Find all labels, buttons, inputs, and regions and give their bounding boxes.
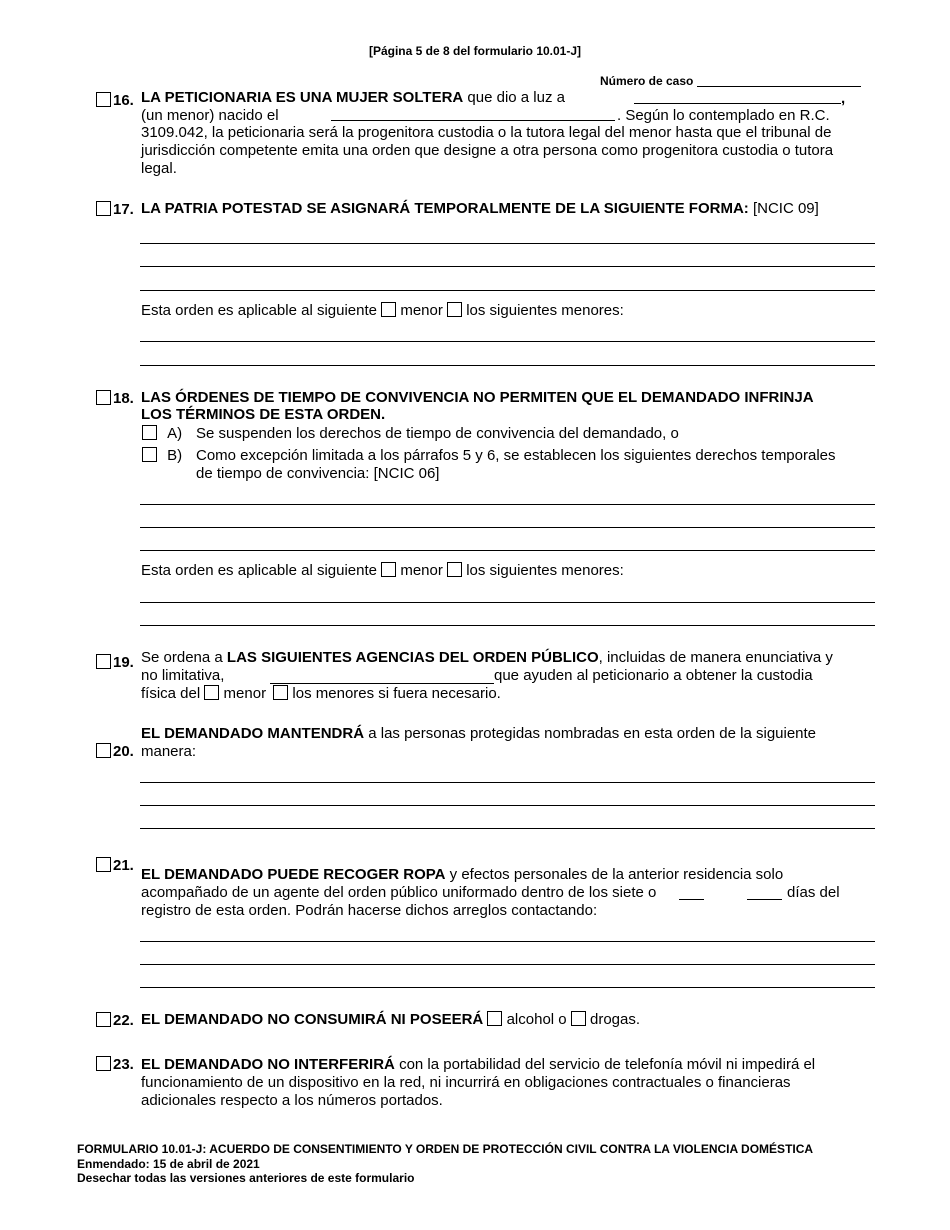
item-19-agency-field[interactable] [270,667,494,684]
item-18-one-child-label: menor [400,562,443,579]
item-16-checkbox[interactable] [96,92,111,107]
item-17-children-line-2[interactable] [140,365,875,366]
item-18-children-line-2[interactable] [140,625,875,626]
item-17-one-child-label: menor [400,302,443,319]
item-23-text: con la portabilidad del servicio de telefonía móvil ni impedirá el [394,1056,816,1073]
item-16-title: LA PETICIONARIA ES UNA MUJER SOLTERA [141,89,464,106]
item-21-line-2[interactable] [140,964,875,965]
case-number [600,73,861,88]
item-18-applies-prefix: Esta orden es aplicable al siguiente [141,562,377,579]
item-23-title: EL DEMANDADO NO INTERFERIRÁ [141,1056,395,1073]
item-19-many-children-label: los menores si fuera necesario. [292,685,501,702]
item-19-one-child-checkbox[interactable] [204,685,219,700]
item-16-comma: , [841,90,846,107]
case-number-field[interactable] [697,73,861,87]
item-18-a-checkbox[interactable] [142,425,157,440]
item-17-checkbox[interactable] [96,201,111,216]
item-19-checkbox[interactable] [96,654,111,669]
item-18-number-label: 18. [113,390,134,407]
case-number-label: Número de caso [600,74,694,88]
item-23-text-2: funcionamiento de un dispositivo en la red, ni incurrirá en obligaciones contractuales o financieras [141,1074,791,1091]
item-19-line3 [141,685,871,703]
item-17-number [96,201,134,219]
item-23-number-label: 23. [113,1056,134,1073]
item-19-line2-b: que ayuden al peticionario a obtener la custodia [494,667,813,684]
item-19-line3-a: física del [141,685,201,702]
item-18-line-3[interactable] [140,550,875,551]
item-21-line-1[interactable] [140,941,875,942]
item-18-option-a [142,425,182,443]
item-17-one-child-checkbox[interactable] [381,302,396,317]
item-22-alcohol-label: alcohol o [506,1011,567,1028]
item-22-alcohol-checkbox[interactable] [487,1011,502,1026]
item-22-drugs-label: drogas. [589,1011,641,1028]
item-18-a-label: A) [167,425,183,442]
page-header: [Página 5 de 8 del formulario 10.01-J] [368,44,582,58]
item-22-number [96,1012,134,1030]
footer-discard: Desechar todas las versiones anteriores de este formulario [77,1171,415,1185]
item-20-line-2[interactable] [140,805,875,806]
item-18-line-2[interactable] [140,527,875,528]
footer-form-title: FORMULARIO 10.01-J: ACUERDO DE CONSENTIMIENTO Y ORDEN DE PROTECCIÓN CIVIL CONTRA LA VIOLENCIA DOMÉSTICA [77,1142,814,1156]
item-20-line-3[interactable] [140,828,875,829]
footer-amended: Enmendado: 15 de abril de 2021 [77,1157,260,1171]
item-20-line1 [141,725,871,743]
item-19-title: LAS SIGUIENTES AGENCIAS DEL ORDEN PÚBLICO [226,649,599,666]
item-21-line1 [141,866,871,884]
item-19-number [96,654,134,672]
item-19-line1 [141,649,871,667]
item-22-drugs-checkbox[interactable] [571,1011,586,1026]
item-16-birth-date-field[interactable] [331,106,615,121]
item-19-post: , incluidas de manera enunciativa y [598,649,833,666]
item-21-number [96,857,134,875]
item-20-line-1[interactable] [140,782,875,783]
item-17-heading [141,200,871,218]
item-20-number-label: 20. [113,743,134,760]
item-18-line-1[interactable] [140,504,875,505]
item-18-title-2: LOS TÉRMINOS DE ESTA ORDEN. [141,406,386,423]
item-19-line2-a: no limitativa, [141,667,225,684]
item-18-applies [141,562,871,580]
item-21-line3: registro de esta orden. Podrán hacerse dichos arreglos contactando: [141,902,598,919]
item-18-a-text: Se suspenden los derechos de tiempo de convivencia del demandado, o [196,425,679,442]
item-21-text: y efectos personales de la anterior residencia solo [445,866,784,883]
item-17-title: LA PATRIA POTESTAD SE ASIGNARÁ TEMPORALMENTE DE LA SIGUIENTE FORMA: [141,200,749,217]
item-22-number-label: 22. [113,1012,134,1029]
item-18-title-1: LAS ÓRDENES DE TIEMPO DE CONVIVENCIA NO PERMITEN QUE EL DEMANDADO INFRINJA [141,389,814,406]
item-21-line2-a: acompañado de un agente del orden público uniformado dentro de los siete o [141,884,657,901]
item-18-b-text-1: Como excepción limitada a los párrafos 5 y 6, se establecen los siguientes derechos temporales [196,447,836,464]
item-21-days-field-2[interactable] [747,883,782,900]
item-17-number-label: 17. [113,201,134,218]
item-20-checkbox[interactable] [96,743,111,758]
item-16-text-d: 3109.042, la peticionaria será la progenitora custodia o la tutora legal del menor hasta que el tribunal de jurisdicción competente emita una orden que designe a otra persona como progenitora custodia o tutora legal. [141,124,834,177]
item-21-line-3[interactable] [140,987,875,988]
item-18-many-children-label: los siguientes menores: [466,562,624,579]
item-17-applies [141,302,871,320]
item-17-ncic: [NCIC 09] [748,200,819,217]
item-19-pre: Se ordena a [141,649,227,666]
item-18-b-checkbox[interactable] [142,447,157,462]
item-20-text-2: manera: [141,743,197,760]
item-16-number [96,92,134,110]
item-18-option-b [142,447,182,465]
item-18-children-line-1[interactable] [140,602,875,603]
item-17-line-3[interactable] [140,290,875,291]
item-21-number-label: 21. [113,857,134,874]
item-23-line1 [141,1056,871,1074]
item-16-number-label: 16. [113,92,134,109]
item-18-b-text-2: de tiempo de convivencia: [NCIC 06] [196,465,440,482]
item-17-many-children-label: los siguientes menores: [466,302,624,319]
item-23-number [96,1056,134,1074]
item-21-checkbox[interactable] [96,857,111,872]
item-16-child-name-field[interactable] [634,88,841,104]
item-16-text-c: . Según lo contemplado en R.C. [617,107,830,124]
item-18-many-children-checkbox[interactable] [447,562,462,577]
item-19-number-label: 19. [113,654,134,671]
item-23-checkbox[interactable] [96,1056,111,1071]
item-16-text-a: que dio a luz a [463,89,565,106]
item-22-line [141,1011,871,1029]
item-19-one-child-label: menor [223,685,267,702]
item-22-checkbox[interactable] [96,1012,111,1027]
item-18-checkbox[interactable] [96,390,111,405]
item-17-line-2[interactable] [140,266,875,267]
item-21-line2-b: días del [787,884,840,901]
item-19-many-children-checkbox[interactable] [273,685,288,700]
item-18-number [96,390,134,408]
item-20-text: a las personas protegidas nombradas en esta orden de la siguiente [364,725,817,742]
item-18-one-child-checkbox[interactable] [381,562,396,577]
item-17-applies-prefix: Esta orden es aplicable al siguiente [141,302,377,319]
item-18-b-label: B) [167,447,183,464]
item-21-days-field-1[interactable] [679,883,704,900]
item-17-line-1[interactable] [140,243,875,244]
item-21-title: EL DEMANDADO PUEDE RECOGER ROPA [141,866,446,883]
item-16-text-b: (un menor) nacido el [141,107,279,124]
item-17-many-children-checkbox[interactable] [447,302,462,317]
item-20-number [96,743,134,761]
item-23-text-3: adicionales respecto a los números portados. [141,1092,443,1109]
item-20-title: EL DEMANDADO MANTENDRÁ [141,725,365,742]
item-17-children-line-1[interactable] [140,341,875,342]
item-22-title: EL DEMANDADO NO CONSUMIRÁ NI POSEERÁ [141,1011,484,1028]
